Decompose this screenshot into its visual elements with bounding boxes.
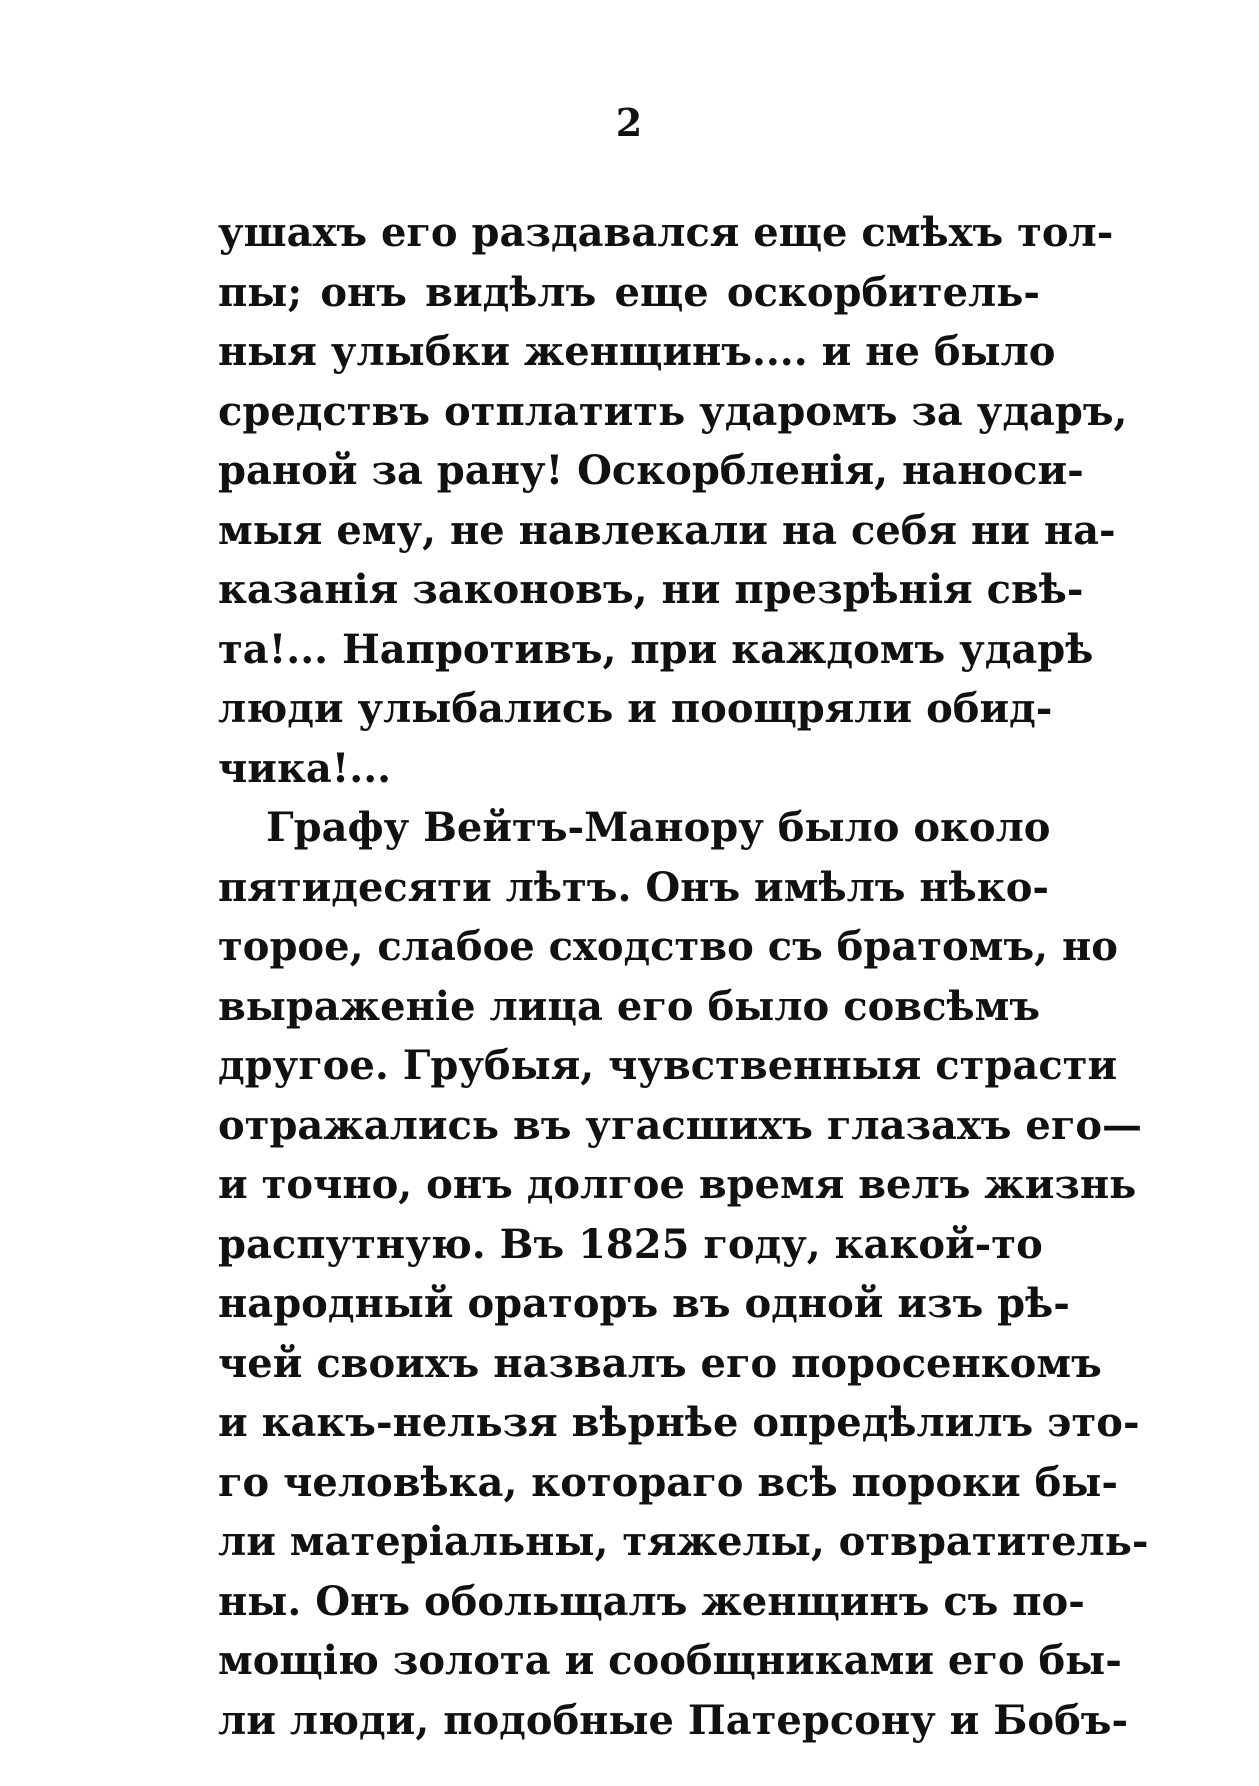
page-number: 2 [615, 100, 644, 145]
text-line: мыя ему, не навлекали на себя ни на- [218, 506, 1116, 554]
text-line: другое. Грубыя, чувственныя страсти [218, 1042, 1118, 1089]
text-line: ушахъ его раздавался еще смѣхъ тол- [218, 209, 1114, 256]
text-line: люди улыбались и поощряли обид- [218, 685, 1053, 732]
text-line: та!... Напротивъ, при каждомъ ударѣ [218, 625, 1094, 673]
text-line: ли люди, подобные Патерсону и Бобъ- [218, 1696, 1129, 1744]
text-line: чика!... [218, 744, 392, 792]
text-line: отражались въ угасшихъ глазахъ его— [218, 1101, 1143, 1149]
text-line: средствъ отплатить ударомъ за ударъ, [218, 387, 1128, 435]
text-line: пы; онъ видѣлъ еще оскорбитель- [218, 268, 1040, 316]
text-line: и точно, онъ долгое время велъ жизнь [218, 1161, 1137, 1208]
text-line: казанія законовъ, ни презрѣнія свѣ- [218, 566, 1084, 613]
text-line: ны. Онъ обольщалъ женщинъ съ по- [218, 1577, 1085, 1625]
text-line: пятидесяти лѣтъ. Онъ имѣлъ нѣко- [218, 863, 1049, 911]
text-line: и какъ-нельзя вѣрнѣе опредѣлилъ это- [218, 1399, 1140, 1446]
text-line: торое, слабое сходство съ братомъ, но [218, 923, 1118, 970]
text-line: ныя улыбки женщинъ.... и не было [218, 328, 1056, 375]
text-line: ли матеріальны, тяжелы, отвратитель- [218, 1518, 1149, 1565]
body-text [218, 203, 1149, 1750]
text-line: выраженіе лица его было совсѣмъ [218, 982, 1040, 1030]
paragraph-first-line: Графу Вейтъ-Манору было около [266, 804, 1051, 851]
text-line: раной за рану! Оскорбленія, наноси- [218, 447, 1084, 494]
text-line: мощію золота и сообщниками его бы- [218, 1637, 1122, 1684]
text-line: чей своихъ назвалъ его поросенкомъ [218, 1339, 1102, 1387]
text-line: го человѣка, котораго всѣ пороки бы- [218, 1458, 1118, 1506]
text-line: народный ораторъ въ одной изъ рѣ- [218, 1280, 1070, 1327]
text-line: распутную. Въ 1825 году, какой-то [218, 1220, 1043, 1268]
